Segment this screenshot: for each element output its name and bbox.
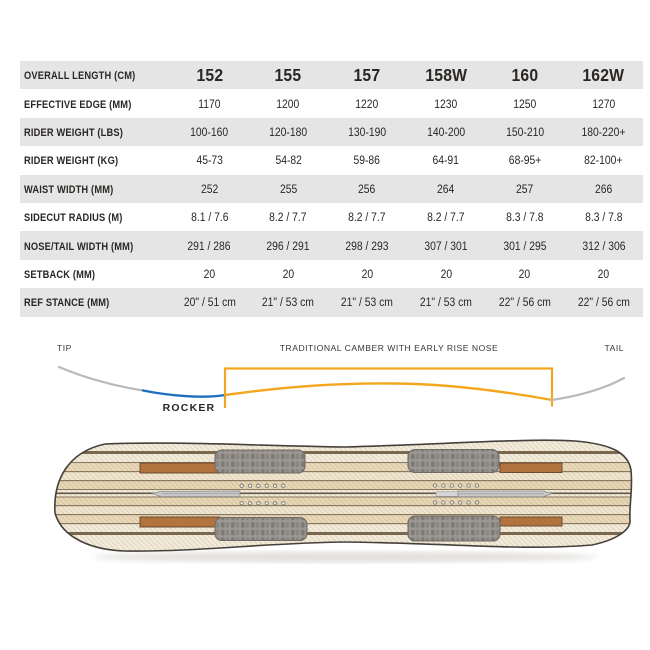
binding-pad <box>215 450 305 473</box>
spec-row-rider-weight-kg <box>20 146 643 174</box>
board-shadow <box>93 552 597 563</box>
spec-value: 68-95+ <box>508 155 542 168</box>
spec-value: 21" / 53 cm <box>262 297 315 310</box>
spec-value: 291 / 286 <box>187 240 231 253</box>
tail-label: TAIL <box>604 343 624 353</box>
rocker-label: ROCKER <box>162 402 216 414</box>
spec-value: 256 <box>358 183 376 196</box>
spec-label: SIDECUT RADIUS (M) <box>24 212 123 225</box>
spec-row-overall-length <box>20 61 643 89</box>
spec-row-ref-stance <box>20 288 643 316</box>
spec-value: 307 / 301 <box>424 240 468 253</box>
spec-value: 1230 <box>434 98 458 111</box>
spec-value: 20 <box>203 268 216 281</box>
spec-value: 266 <box>594 183 613 196</box>
spec-table <box>20 61 643 317</box>
spec-value: 120-180 <box>269 126 308 139</box>
spec-label: EFFECTIVE EDGE (MM) <box>24 98 132 111</box>
binding-pad <box>408 516 500 541</box>
spec-label: SETBACK (MM) <box>24 268 96 281</box>
spec-label: RIDER WEIGHT (LBS) <box>24 126 124 139</box>
spec-value: 298 / 293 <box>345 240 389 253</box>
spec-value: 162W <box>582 64 625 85</box>
spec-value: 1200 <box>276 98 300 111</box>
spec-value: 140-200 <box>426 126 465 139</box>
spec-row-rider-weight-lbs <box>20 118 643 146</box>
spec-value: 22" / 56 cm <box>498 297 551 310</box>
spec-value: 8.2 / 7.7 <box>427 212 465 225</box>
spec-row-effective-edge <box>20 89 643 117</box>
spec-row-setback <box>20 260 643 288</box>
spec-value: 8.3 / 7.8 <box>584 212 623 225</box>
spec-value: 312 / 306 <box>581 240 626 253</box>
spec-value: 20 <box>361 268 373 281</box>
spec-value: 22" / 56 cm <box>577 297 630 310</box>
spec-value: 130-190 <box>348 126 387 139</box>
spec-value: 64-91 <box>432 155 460 168</box>
spec-row-waist-width <box>20 175 643 203</box>
spec-value: 1270 <box>592 98 616 111</box>
spec-value: 301 / 295 <box>503 240 547 253</box>
rocker-curve <box>143 391 225 397</box>
nose-profile-curve <box>59 367 143 391</box>
board-wood-stripes <box>40 435 640 560</box>
spec-value: 155 <box>274 64 302 85</box>
tail-profile-curve <box>552 378 624 400</box>
spec-label: OVERALL LENGTH (CM) <box>24 70 136 83</box>
spec-value: 59-86 <box>353 155 381 168</box>
spec-value: 8.1 / 7.6 <box>190 212 229 225</box>
spec-label: REF STANCE (MM) <box>24 297 110 310</box>
camber-title: TRADITIONAL CAMBER WITH EARLY RISE NOSE <box>279 343 499 353</box>
spec-value: 158W <box>424 64 467 85</box>
spec-value: 100-160 <box>190 126 229 139</box>
spec-value: 296 / 291 <box>266 240 310 253</box>
spec-value: 20 <box>597 268 610 281</box>
spec-value: 54-82 <box>275 155 302 168</box>
binding-pad <box>215 518 307 541</box>
spec-value: 20" / 51 cm <box>183 297 236 310</box>
camber-profile-diagram <box>0 330 650 440</box>
spec-value: 1170 <box>198 98 221 111</box>
spec-value: 20 <box>518 268 531 281</box>
tip-label: TIP <box>57 343 72 353</box>
spec-row-sidecut-radius <box>20 203 643 231</box>
camber-curve <box>225 383 552 400</box>
clip-slider <box>436 492 460 497</box>
spec-value: 8.3 / 7.8 <box>506 212 544 225</box>
spec-label: NOSE/TAIL WIDTH (MM) <box>24 240 134 253</box>
spec-value: 264 <box>437 183 455 196</box>
spec-value: 20 <box>282 268 295 281</box>
spec-value: 152 <box>195 64 223 85</box>
splitboard-illustration <box>0 430 650 615</box>
spec-value: 1250 <box>513 98 537 111</box>
spec-value: 20 <box>440 268 452 281</box>
spec-value: 160 <box>511 64 539 85</box>
binding-pad <box>408 450 499 473</box>
spec-row-nose-tail-width <box>20 231 643 259</box>
spec-value: 255 <box>279 183 297 196</box>
spec-value: 150-210 <box>505 126 544 139</box>
spec-value: 252 <box>200 183 219 196</box>
spec-label: WAIST WIDTH (MM) <box>24 183 114 196</box>
spec-value: 1220 <box>355 98 379 111</box>
spec-value: 157 <box>353 64 381 85</box>
spec-value: 45-73 <box>196 155 223 168</box>
spec-value: 180-220+ <box>581 126 626 139</box>
spec-value: 21" / 53 cm <box>419 297 472 310</box>
spec-value: 8.2 / 7.7 <box>348 212 386 225</box>
spec-value: 8.2 / 7.7 <box>269 212 307 225</box>
spec-value: 21" / 53 cm <box>341 297 394 310</box>
spec-value: 82-100+ <box>584 155 623 168</box>
spec-label: RIDER WEIGHT (KG) <box>24 155 119 168</box>
spec-value: 257 <box>516 183 534 196</box>
